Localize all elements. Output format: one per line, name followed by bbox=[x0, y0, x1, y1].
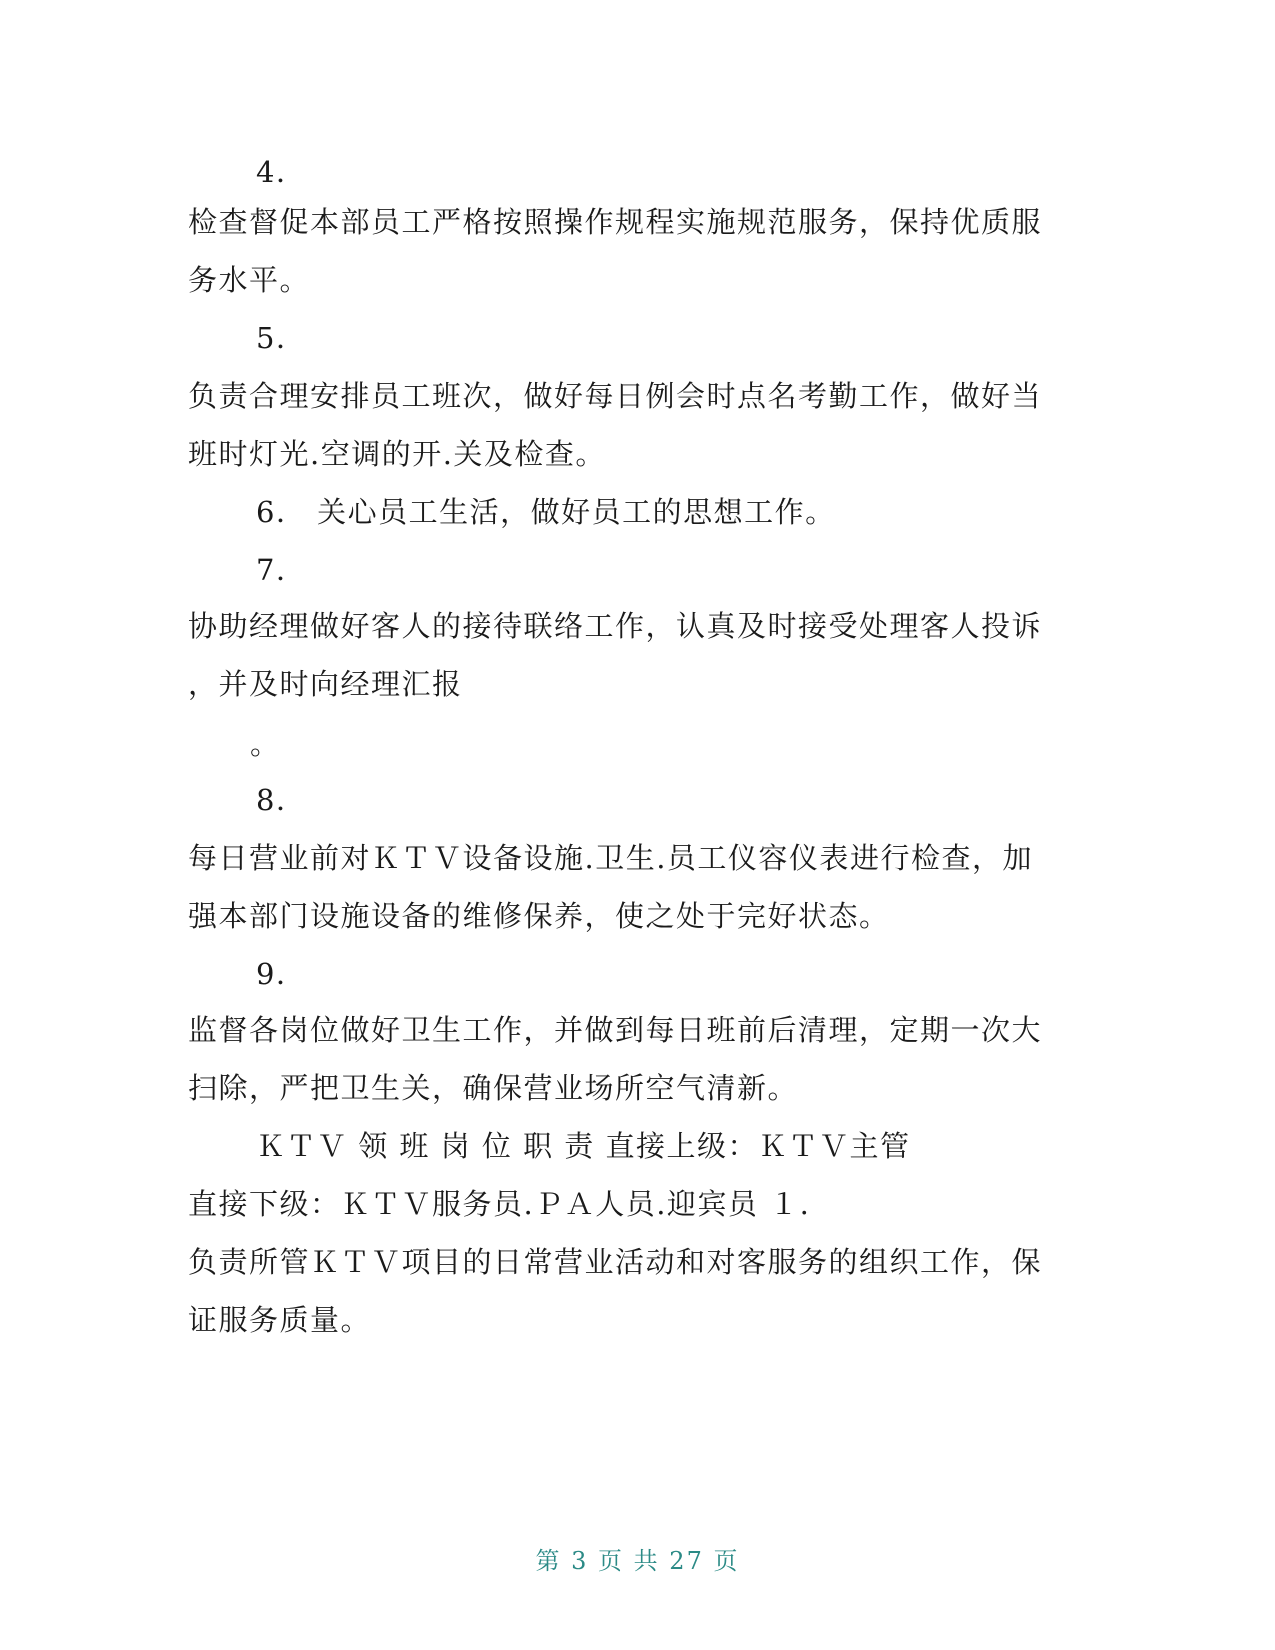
text-line: 强本部门设施设备的维修保养，使之处于完好状态。 bbox=[188, 899, 890, 933]
text-line: 监督各岗位做好卫生工作，并做到每日班前后清理，定期一次大 bbox=[188, 1013, 1043, 1047]
item-number-9: 9． bbox=[256, 957, 307, 991]
text-line: 务水平。 bbox=[188, 263, 311, 297]
text-line: 负责所管ＫＴＶ项目的日常营业活动和对客服务的组织工作，保 bbox=[188, 1245, 1043, 1279]
text-line: 扫除，严把卫生关，确保营业场所空气清新。 bbox=[188, 1071, 799, 1105]
page-footer: 第 3 页 共 27 页 bbox=[535, 1547, 740, 1575]
text-line: 。 bbox=[250, 727, 281, 761]
section-heading-line: ＫＴＶ 领 班 岗 位 职 责 直接上级：ＫＴＶ主管 bbox=[256, 1129, 911, 1163]
item-number-4: 4． bbox=[256, 155, 307, 189]
item-number-8: 8． bbox=[256, 783, 307, 817]
text-line: 班时灯光.空调的开.关及检查。 bbox=[188, 437, 606, 471]
text-line: 直接下级：ＫＴＶ服务员.ＰＡ人员.迎宾员 １. bbox=[188, 1187, 811, 1221]
text-line: 证服务质量。 bbox=[188, 1303, 372, 1337]
text-line: 负责合理安排员工班次，做好每日例会时点名考勤工作，做好当 bbox=[188, 379, 1043, 413]
text-line: 每日营业前对ＫＴＶ设备设施.卫生.员工仪容仪表进行检查，加 bbox=[188, 841, 1033, 875]
text-line: 协助经理做好客人的接待联络工作，认真及时接受处理客人投诉 bbox=[188, 609, 1043, 643]
item-6-line: 6． 关心员工生活，做好员工的思想工作。 bbox=[256, 495, 836, 529]
text-line: ，并及时向经理汇报 bbox=[188, 667, 463, 701]
item-number-5: 5． bbox=[256, 321, 307, 355]
text-line: 检查督促本部员工严格按照操作规程实施规范服务，保持优质服 bbox=[188, 205, 1043, 239]
item-number-7: 7． bbox=[256, 553, 307, 587]
